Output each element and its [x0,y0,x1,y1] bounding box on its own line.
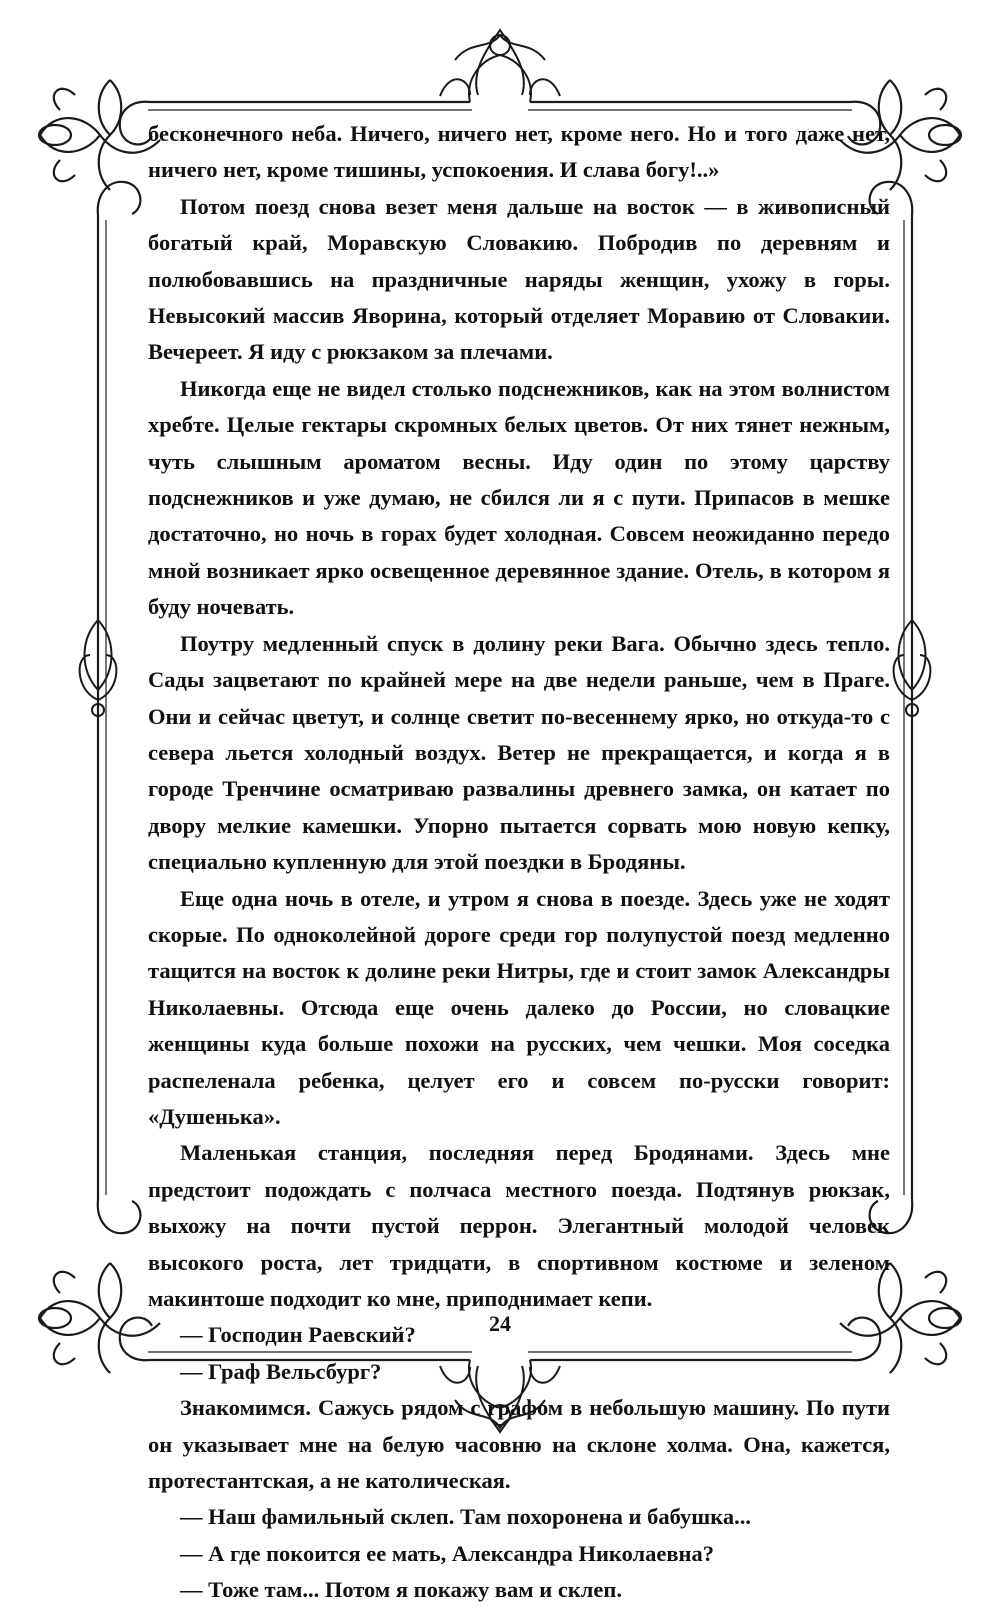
bottom-left-corner-ornament [39,1200,160,1373]
paragraph: Еще одна ночь в отеле, и утром я снова в поезде. Здесь уже не ходят скорые. По одноколейной дороге среди гор полупустой поезд медленно тащится на восток к долине реки Нитры, где и стоит замок Александры Николаевны. Отсюда еще очень далеко до России, но словацкие женщины куда больше похожи на русских, чем чешки. Моя соседка распеленала ребенка, целует его и совсем по-русски говорит: «Душенька». [148,885,890,1129]
paragraph: Знакомимся. Сажусь рядом с графом в небольшую машину. По пути он указывает мне на белую часовню на склоне холма. Она, кажется, протестантская, а не католическая. [148,1395,890,1494]
body-text [148,116,890,1609]
dialogue-line: — Господин Раевский? [180,1322,416,1348]
top-center-ornament [440,30,560,102]
paragraph: Поутру медленный спуск в долину реки Вага. Обычно здесь тепло. Сады зацветают по крайней мере на две недели раньше, чем в Праге. Они и сейчас цветут, и солнце светит по-весеннему ярко, но откуда-то с севера льется холодный воздух. Ветер не прекращается, и когда я в городе Тренчине осматриваю развалины древнего замка, он катает по двору мелкие камешки. Упорно пытается сорвать мою новую кепку, специально купленную для этой поездки в Бродяны. [148,630,890,875]
paragraph: Никогда еще не видел столько подснежников, как на этом волнистом хребте. Целые гектары скромных белых цветов. От них тянет нежным, чуть слышным ароматом весны. Иду один по этому царству подснежников и уже думаю, не сбился ли я с пути. Припасов в мешке достаточно, но ночь в горах будет холодная. Совсем неожиданно передо мной возникает ярко освещенное деревянное здание. Отель, в котором я буду ночевать. [148,375,890,620]
paragraph: Потом поезд снова везет меня дальше на восток — в живописный богатый край, Моравскую Словакию. Побродив по деревням и полюбовавшись на праздничные наряды женщин, ухожу в горы. Невысокий массив Яворина, который отделяет Моравию от Словакии. Вечереет. Я иду с рюкзаком за плечами. [148,193,890,365]
top-left-corner-ornament [39,80,160,215]
dialogue-line: — Тоже там... Потом я покажу вам и склеп. [180,1577,622,1603]
dialogue-line: — А где покоится ее мать, Александра Николаевна? [180,1540,715,1566]
dialogue-line: — Наш фамильный склеп. Там похоронена и бабушка... [180,1504,751,1530]
page-number: 24 [489,1311,511,1336]
paragraph: бесконечного неба. Ничего, ничего нет, кроме него. Но и того даже нет, ничего нет, кроме тишины, успокоения. И слава богу!..» [148,121,890,183]
paragraph: Маленькая станция, последняя перед Бродянами. Здесь мне предстоит подождать с полчаса местного поезда. Подтянув рюкзак, выхожу на почти пустой перрон. Элегантный молодой человек высокого роста, лет тридцати, в спортивном костюме и зеленом макинтоше подходит ко мне, приподнимает кепи. [148,1140,890,1311]
dialogue-line: — Граф Вельсбург? [180,1358,382,1384]
